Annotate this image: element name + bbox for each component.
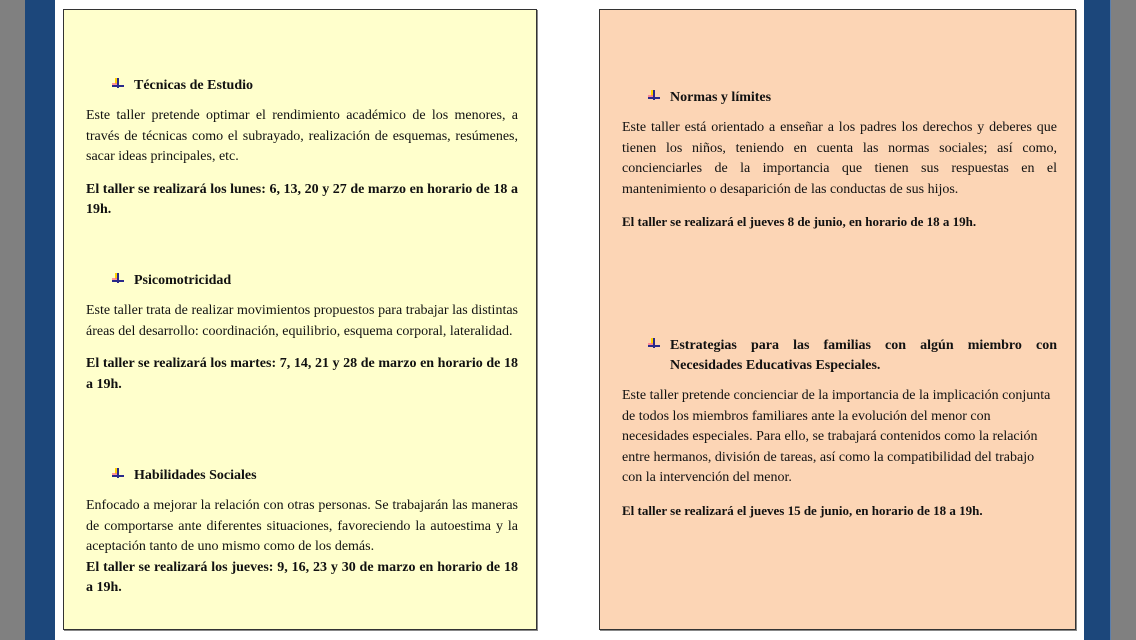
bullet-arrow-icon (112, 78, 124, 92)
bullet-arrow-icon (112, 273, 124, 287)
workshop-heading (86, 271, 518, 291)
bullet-arrow-icon (112, 468, 124, 482)
workshop-description: Este taller está orientado a enseñar a los padres los derechos y deberes que tienen los niños, teniendo en cuenta las normas sociales; así como, concienciarles de la importancia que tienen sus respuestas en el mantenimiento o desaparición de las conductas de sus hijos. (622, 120, 1057, 197)
workshop-schedule: El taller se realizará el jueves 15 de junio, en horario de 18 a 19h. (622, 502, 983, 518)
workshop-heading (622, 88, 1057, 108)
workshop-description: Este taller pretende concienciar de la importancia de la implicación conjunta de todos los miembros familiares ante la evolución del menor con necesidades especiales. Para ello, se trabajará contenidos como la relación entre hermanos, división de tareas, así como la compatibilidad del trabajo con la intervención del menor. (622, 388, 1051, 485)
workshop-schedule: El taller se realizará los martes: 7, 14, 21 y 28 de marzo en horario de 18 a 19h. (86, 356, 518, 392)
document-page (55, 0, 1084, 640)
workshop-title: Estrategias para las familias con algún miembro con Necesidades Educativas Especiales. (670, 338, 1057, 373)
workshop-section (622, 88, 1057, 233)
workshop-title: Psicomotricidad (134, 273, 232, 288)
bullet-arrow-icon (648, 338, 660, 352)
workshops-panel-right (599, 9, 1076, 630)
workshop-description: Este taller pretende optimar el rendimiento académico de los menores, a través de técnicas como el subrayado, realización de esquemas, resúmenes, sacar ideas principales, etc. (86, 108, 518, 164)
workshop-schedule: El taller se realizará los jueves: 9, 16, 23 y 30 de marzo en horario de 18 a 19h. (86, 559, 518, 595)
viewer-frame-left (25, 0, 55, 640)
workshop-heading (86, 466, 518, 486)
workshop-title: Normas y límites (670, 90, 772, 105)
workshop-heading (86, 76, 518, 96)
bullet-arrow-icon (648, 90, 660, 104)
viewer-frame-right (1084, 0, 1111, 640)
workshop-description: Este taller trata de realizar movimientos propuestos para trabajar las distintas áreas del desarrollo: coordinación, equilibrio, esquema corporal, lateralidad. (86, 303, 518, 339)
workshops-panel-left (63, 9, 537, 630)
workshop-schedule: El taller se realizará el jueves 8 de junio, en horario de 18 a 19h. (622, 214, 977, 229)
workshop-title: Técnicas de Estudio (134, 78, 254, 93)
workshop-description: Enfocado a mejorar la relación con otras personas. Se trabajarán las maneras de comportarse ante diferentes situaciones, favoreciendo la autoestima y la aceptación tanto de uno mismo como de los demás. (86, 498, 518, 554)
workshop-section (622, 336, 1057, 521)
workshop-heading (622, 336, 1057, 376)
workshop-schedule: El taller se realizará los lunes: 6, 13, 20 y 27 de marzo en horario de 18 a 19h. (86, 181, 518, 217)
workshop-section (86, 466, 518, 599)
workshop-title: Habilidades Sociales (134, 468, 257, 483)
workshop-section (86, 76, 518, 221)
workshop-section (86, 271, 518, 395)
